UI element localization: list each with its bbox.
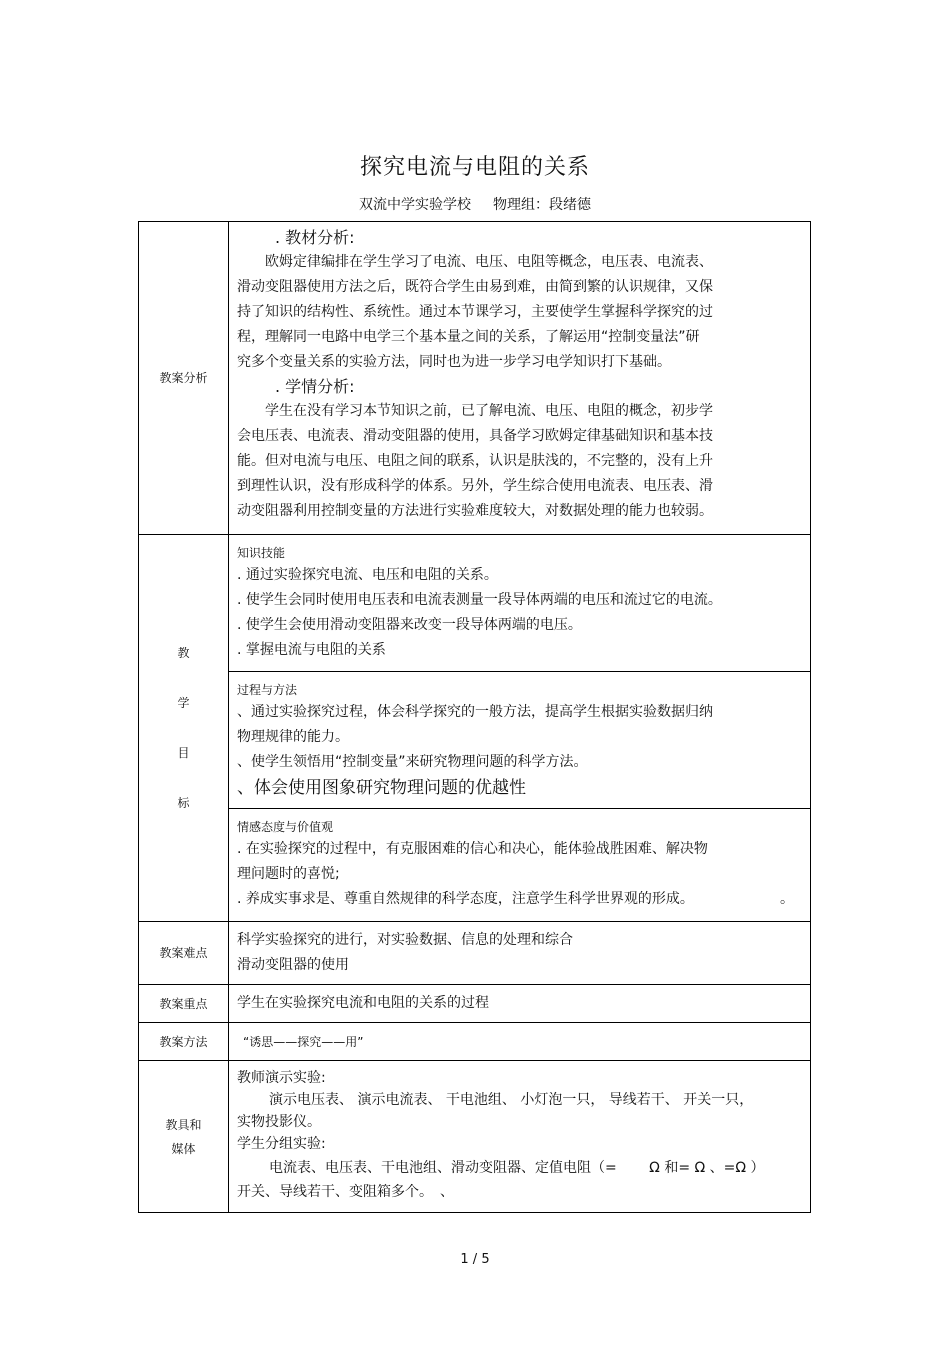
attitude-end-mark: 。 (780, 891, 794, 907)
difficulty-label: 教案难点 (139, 922, 229, 985)
method-content (229, 1023, 811, 1061)
objectives-label-char: 教 (177, 646, 190, 660)
students-line: 能。但对电流与电压、电阻之间的联系，认识是肤浅的，不完整的，没有上升 (237, 453, 713, 469)
attitude-line-last (237, 887, 804, 912)
teacher-heading: 教师演示实验: (237, 1070, 326, 1086)
media-content (229, 1061, 811, 1213)
attitude-heading: 情感态度与价值观 (237, 820, 334, 834)
process-line: 、通过实验探究过程，体会科学探究的一般方法，提高学生根据实验数据归纳 (237, 704, 713, 720)
objectives-label-char: 目 (177, 746, 190, 760)
students-line: 学生在没有学习本节知识之前，已了解电流、电压、电阻的概念，初步学 (265, 403, 713, 419)
media-label-line: 教具和 (165, 1117, 202, 1132)
analysis-content (229, 222, 811, 535)
focus-content (229, 985, 811, 1023)
objectives-label (139, 535, 229, 922)
media-label (139, 1061, 229, 1213)
author-name: 物理组：段绪德 (493, 197, 591, 213)
teacher-line: 演示电压表、 演示电流表、 干电池组、 小灯泡一只， 导线若干、 开关一只， (269, 1092, 754, 1108)
process-line: 、使学生领悟用“控制变量”来研究物理问题的科学方法。 (237, 754, 588, 770)
analysis-row (139, 222, 811, 535)
process-content (229, 672, 811, 809)
school-name: 双流中学实验学校 (359, 197, 471, 213)
knowledge-line: . 使学生会使用滑动变阻器来改变一段导体两端的电压。 (237, 617, 582, 633)
method-row (139, 1023, 811, 1061)
process-line: 物理规律的能力。 (237, 729, 349, 745)
method-label: 教案方法 (139, 1023, 229, 1061)
method-text: “诱思——探究——用” (243, 1034, 364, 1049)
objectives-label-char: 学 (177, 696, 190, 710)
students-line: 动变阻器利用控制变量的方法进行实验难度较大，对数据处理的能力也较弱。 (237, 503, 713, 519)
textbook-line: 究多个变量关系的实验方法，同时也为进一步学习电学知识打下基础。 (237, 354, 671, 370)
process-big-line: 、体会使用图象研究物理问题的优越性 (237, 778, 526, 798)
lesson-plan-table (138, 221, 811, 1213)
document-title: 探究电流与电阻的关系 (359, 155, 590, 180)
student-heading: 学生分组实验: (237, 1136, 326, 1152)
objectives-row-attitude (139, 809, 811, 922)
attitude-line: 理问题时的喜悦; (237, 866, 340, 882)
media-row (139, 1061, 811, 1213)
knowledge-content (229, 535, 811, 672)
textbook-line: 程，理解同一电路中电学三个基本量之间的关系，了解运用“控制变量法”研 (237, 329, 700, 345)
objectives-row-process (139, 672, 811, 809)
section-title-students: . 学情分析: (275, 377, 355, 396)
attitude-line: . 在实验探究的过程中，有克服困难的信心和决心，能体验战胜困难、解决物 (237, 841, 708, 857)
students-line: 会电压表、电流表、滑动变阻器的使用，具备学习欧姆定律基础知识和基本技 (237, 428, 713, 444)
focus-label: 教案重点 (139, 985, 229, 1023)
teacher-line: 实物投影仪。 (237, 1114, 321, 1130)
analysis-label: 教案分析 (139, 222, 229, 535)
page-number: 1 / 5 (460, 1252, 490, 1267)
focus-text: 学生在实验探究电流和电阻的关系的过程 (237, 995, 489, 1011)
knowledge-line: . 通过实验探究电流、电压和电阻的关系。 (237, 567, 498, 583)
difficulty-line: 滑动变阻器的使用 (237, 957, 349, 973)
objectives-row-knowledge (139, 535, 811, 672)
section-title-textbook: . 教材分析: (275, 228, 355, 247)
objectives-label-char: 标 (177, 796, 190, 810)
knowledge-line: . 使学生会同时使用电压表和电流表测量一段导体两端的电压和流过它的电流。 (237, 592, 722, 608)
textbook-line: 滑动变阻器使用方法之后，既符合学生由易到难，由简到繁的认识规律，又保 (237, 279, 713, 295)
difficulty-line: 科学实验探究的进行，对实验数据、信息的处理和综合 (237, 932, 573, 948)
knowledge-heading: 知识技能 (237, 546, 286, 560)
media-label-line: 媒体 (171, 1141, 196, 1156)
document-subtitle (0, 194, 950, 214)
knowledge-line: . 掌握电流与电阻的关系 (237, 642, 386, 658)
focus-row (139, 985, 811, 1023)
attitude-content (229, 809, 811, 922)
difficulty-content (229, 922, 811, 985)
process-heading: 过程与方法 (237, 683, 298, 697)
difficulty-row (139, 922, 811, 985)
student-line: 开关、导线若干、变阻箱多个。 、 (237, 1184, 454, 1200)
textbook-line: 欧姆定律编排在学生学习了电流、电压、电阻等概念，电压表、电流表、 (265, 254, 713, 270)
attitude-line: . 养成实事求是、尊重自然规律的科学态度，注意学生科学世界观的形成。 (237, 891, 694, 907)
student-line: 电流表、电压表、干电池组、滑动变阻器、定值电阻（= Ω 和= Ω 、=Ω ） (269, 1160, 765, 1176)
textbook-line: 持了知识的结构性、系统性。通过本节课学习，主要使学生掌握科学探究的过 (237, 304, 713, 320)
students-line: 到理性认识，没有形成科学的体系。另外，学生综合使用电流表、电压表、滑 (237, 478, 713, 494)
